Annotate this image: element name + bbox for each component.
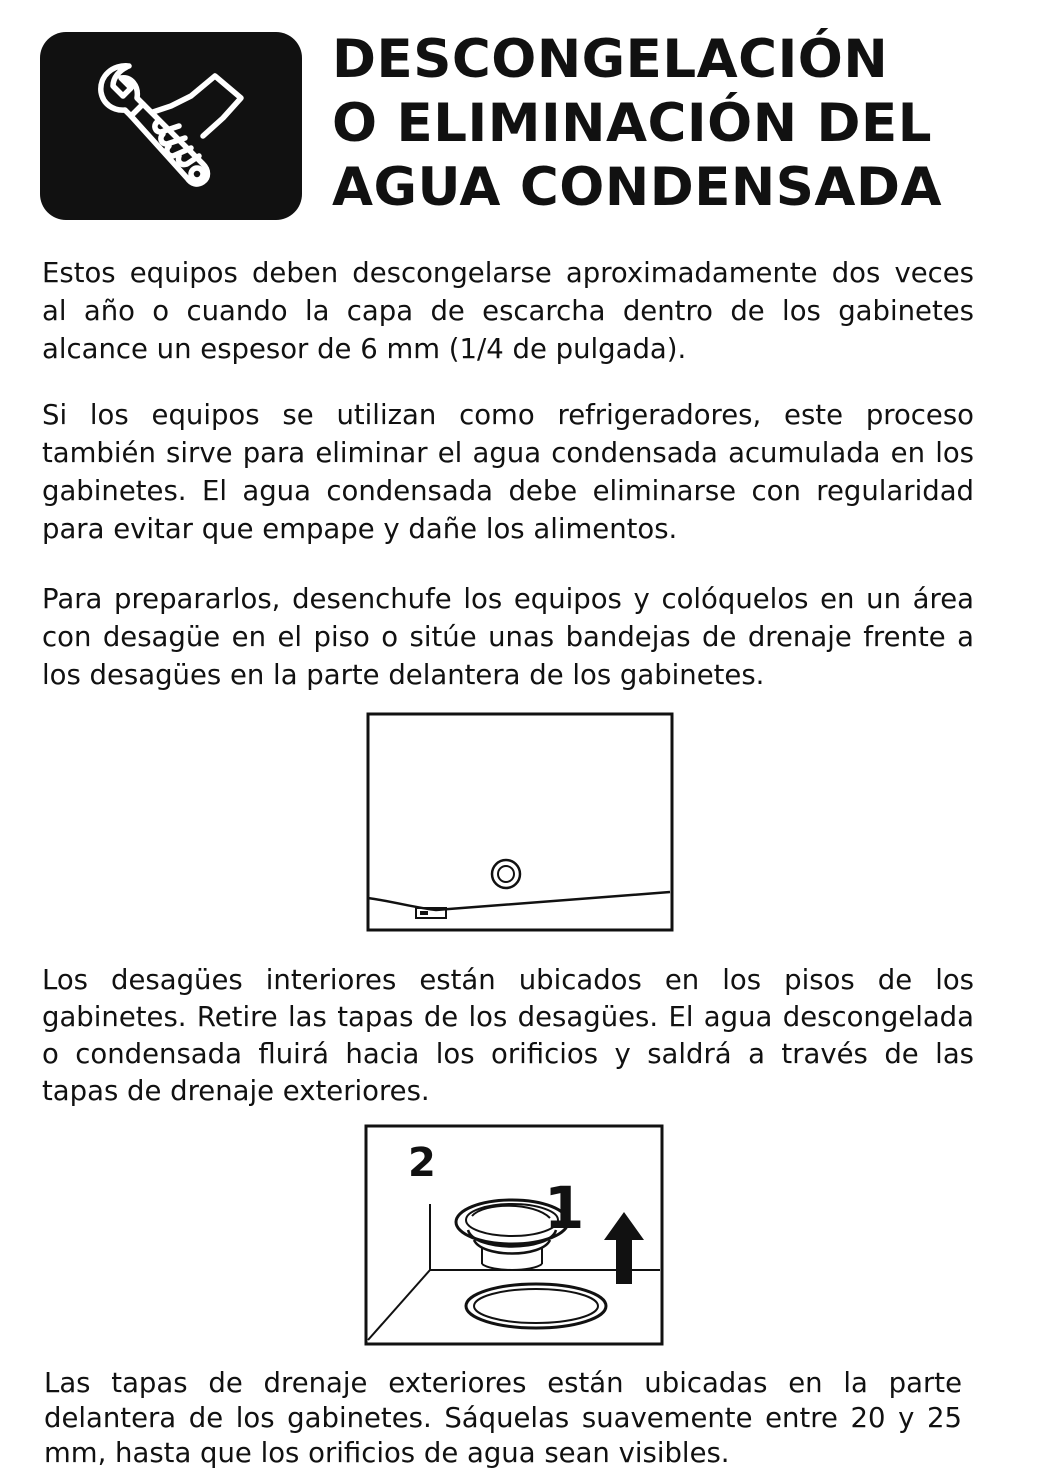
title-line-3: AGUA CONDENSADA — [332, 157, 942, 218]
page-title — [332, 28, 1032, 220]
title-line-2: O ELIMINACIÓN DEL — [332, 93, 932, 154]
paragraph-exterior-caps: Las tapas de drenaje exteriores están ubicadas en la parte delantera de los gabinetes. Sáquelas suavemente entre 20 y 25 mm, hasta que los orificios de agua sean visibles. — [44, 1367, 962, 1469]
cabinet-drain-illustration — [366, 712, 676, 941]
paragraph-defrost-frequency: Estos equipos deben descongelarse aproximadamente dos veces al año o cuando la capa de escarcha dentro de los gabinetes alcance un espesor de 6 mm (1/4 de pulgada). — [42, 257, 974, 365]
title-line-1: DESCONGELACIÓN — [332, 29, 889, 90]
drain-cap-removal-illustration — [364, 1124, 664, 1353]
step-label-1: 1 — [544, 1174, 585, 1242]
paragraph-condensed-water: Si los equipos se utilizan como refrigeradores, este proceso también sirve para eliminar el agua condensada acumulada en los gabinetes. El agua condensada debe eliminarse con regularidad para evitar que empape y dañe los alimentos. — [42, 399, 974, 545]
paragraph-interior-drains: Los desagües interiores están ubicados en los pisos de los gabinetes. Retire las tapas de los desagües. El agua descongelada o condensada fluirá hacia los orificios y saldrá a través de las tapas de drenaje exteriores. — [42, 964, 974, 1107]
paragraph-preparation: Para prepararlos, desenchufe los equipos y colóquelos en un área con desagüe en el piso o sitúe unas bandejas de drenaje frente a los desagües en la parte delantera de los gabinetes. — [42, 583, 974, 691]
step-label-2: 2 — [408, 1140, 436, 1186]
wrench-hand-icon — [91, 56, 251, 196]
maintenance-icon-box — [40, 32, 302, 220]
